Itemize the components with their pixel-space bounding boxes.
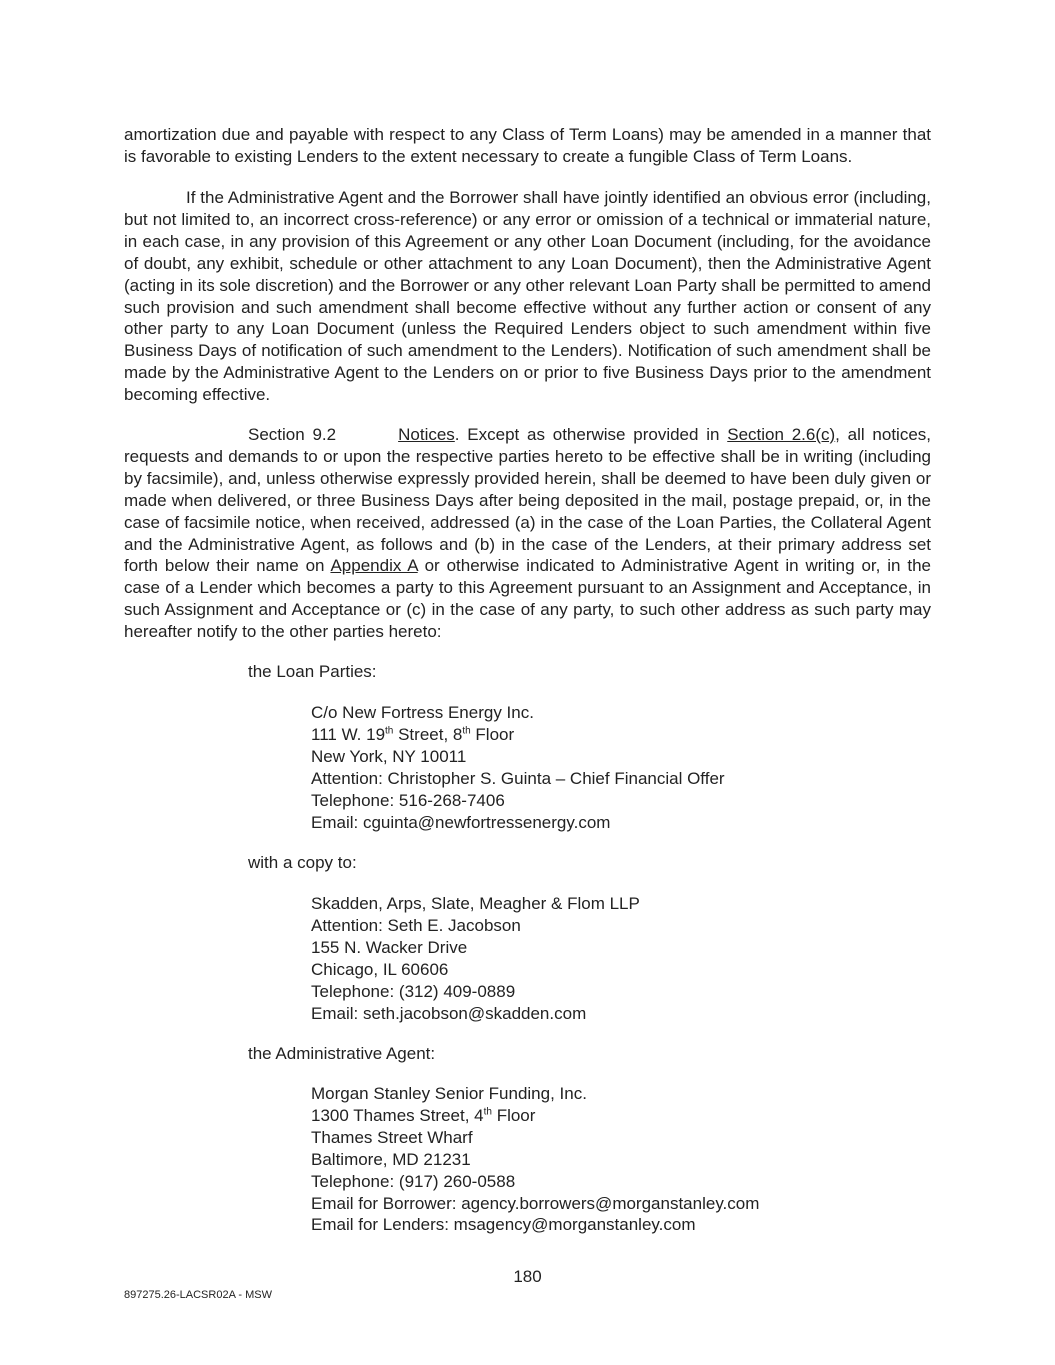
appendix-reference-link: Appendix A (330, 556, 418, 576)
document-id: 897275.26-LACSR02A - MSW (124, 1289, 272, 1301)
address-city: New York, NY 10011 (311, 746, 467, 766)
address-name: Skadden, Arps, Slate, Meagher & Flom LLP (311, 894, 640, 913)
address-building: Thames Street Wharf (311, 1127, 473, 1147)
address-email-borrower: Email for Borrower: agency.borrowers@morganstanley.com (311, 1193, 760, 1213)
copy-to-address (311, 893, 640, 1024)
address-email: Email: seth.jacobson@skadden.com (311, 1003, 587, 1023)
address-attention: Attention: Christopher S. Guinta – Chief Financial Offer (311, 768, 725, 788)
loan-parties-heading: the Loan Parties: (248, 662, 377, 681)
address-city: Chicago, IL 60606 (311, 959, 449, 979)
address-telephone: Telephone: 516-268-7406 (311, 790, 505, 810)
page-number: 180 (513, 1267, 542, 1286)
section-reference-link: Section 2.6(c) (727, 425, 836, 444)
section-title: Notices (398, 425, 455, 444)
copy-to-heading: with a copy to: (248, 853, 357, 872)
paragraph-amortization: amortization due and payable with respect to any Class of Term Loans) may be amended in a manner that is favorable to existing Lenders to the extent necessary to create a fungible Class of Term Loans. (124, 125, 931, 166)
address-city: Baltimore, MD 21231 (311, 1149, 471, 1169)
admin-agent-heading: the Administrative Agent: (248, 1044, 436, 1063)
loan-parties-address (311, 702, 725, 833)
address-name: C/o New Fortress Energy Inc. (311, 703, 534, 722)
address-street: 111 W. 19th Street, 8th Floor (311, 724, 515, 744)
address-attention: Attention: Seth E. Jacobson (311, 915, 521, 935)
address-telephone: Telephone: (312) 409-0889 (311, 981, 516, 1001)
section-number: Section 9.2 (248, 425, 337, 444)
section-9-2-paragraph: Section 9.2 Notices. Except as otherwise provided in Section 2.6(c), all notices, requests and demands to or upon the respective parties hereto to be effective shall be in writing (including by facsimile), and, unless otherwise expressly provided herein, shall be deemed to have been duly given or made when delivered, or three Business Days after being deposited in the mail, postage prepaid, or, in the case of facsimile notice, when received, addressed (a) in the case of the Loan Parties, the Collateral Agent and the Administrative Agent, as follows and (b) in the case of the Lenders, at their primary address set forth below their name on Appendix A or otherwise indicated to Administrative Agent in writing or, in the case of a Lender which becomes a party to this Agreement pursuant to an Assignment and Acceptance, in such Assignment and Acceptance or (c) in the case of any party, to such other address as such party may hereafter notify to the other parties hereto: (124, 425, 932, 642)
paragraph-obvious-error: If the Administrative Agent and the Borrower shall have jointly identified an obvious error (including, but not limited to, an incorrect cross-reference) or any error or omission of a technical or immaterial nature, in each case, in any provision of this Agreement or any other Loan Document (including, for the avoidance of doubt, any exhibit, schedule or other attachment to any Loan Document), then the Administrative Agent (acting in its sole discretion) and the Borrower or any other relevant Loan Party shall be permitted to amend such provision and such amendment shall become effective without any further action or consent of any other party to any Loan Document (unless the Required Lenders object to such amendment within five Business Days of notification of such amendment to the Lenders). Notification of such amendment shall be made by the Administrative Agent to the Lenders on or prior to five Business Days prior to the amendment becoming effective. (124, 188, 931, 405)
address-telephone: Telephone: (917) 260-0588 (311, 1171, 516, 1191)
address-email: Email: cguinta@newfortressenergy.com (311, 812, 611, 832)
address-street: 155 N. Wacker Drive (311, 937, 468, 957)
address-email-lenders: Email for Lenders: msagency@morganstanley.com (311, 1215, 696, 1235)
admin-agent-address (311, 1083, 759, 1236)
address-street: 1300 Thames Street, 4th Floor (311, 1105, 536, 1125)
address-name: Morgan Stanley Senior Funding, Inc. (311, 1084, 587, 1103)
